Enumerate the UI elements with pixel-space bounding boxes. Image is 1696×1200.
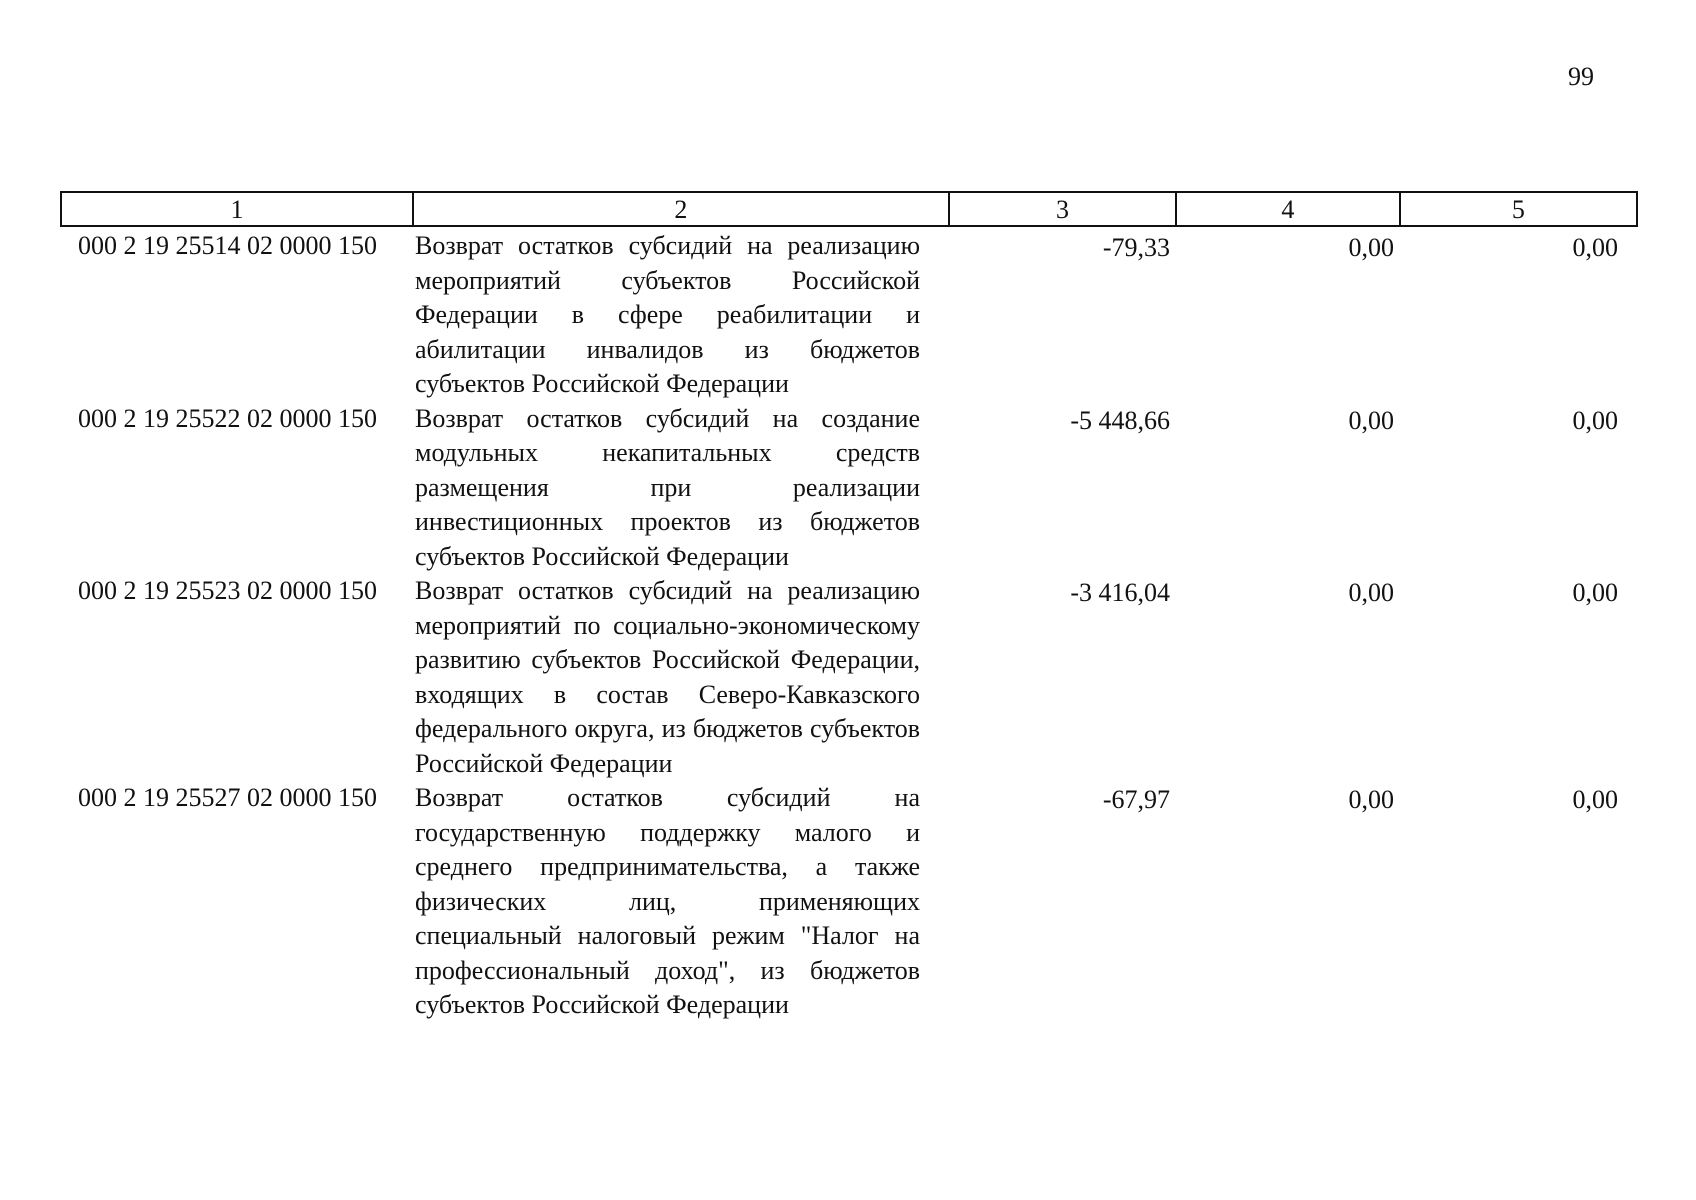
value-col-4: 0,00	[1348, 233, 1394, 262]
column-header-5: 5	[1399, 193, 1636, 225]
table-row	[60, 402, 1638, 575]
row-description: Возврат остатков субсидий на государственную поддержку малого и среднего предпринимательства, а также физических лиц, применяющих специальный налоговый режим "Налог на профессиональный доход", из бюджетов субъектов Российской Федерации	[415, 783, 920, 1019]
value-col-4: 0,00	[1348, 785, 1394, 814]
table-row	[60, 574, 1638, 781]
value-col-5: 0,00	[1572, 578, 1618, 607]
row-description: Возврат остатков субсидий на реализацию мероприятий по социально-экономическому развитию субъектов Российской Федерации, входящих в состав Северо-Кавказского федерального округа, из бюджетов субъектов Российской Федерации	[415, 576, 920, 778]
value-col-3: -3 416,04	[1070, 578, 1170, 607]
row-description: Возврат остатков субсидий на реализацию мероприятий субъектов Российской Федерации в сфере реабилитации и абилитации инвалидов из бюджетов субъектов Российской Федерации	[415, 231, 920, 398]
column-header-1: 1	[230, 195, 244, 224]
column-header-2: 2	[412, 193, 948, 225]
row-description: Возврат остатков субсидий на создание модульных некапитальных средств размещения при реализации инвестиционных проектов из бюджетов субъектов Российской Федерации	[415, 403, 920, 571]
value-col-3: -79,33	[1102, 233, 1170, 262]
table-header-row	[60, 191, 1638, 227]
page-number: 99	[1568, 62, 1594, 91]
value-col-5: 0,00	[1572, 233, 1618, 262]
budget-code: 000 2 19 25527 02 0000 150	[78, 783, 377, 812]
value-col-5: 0,00	[1572, 785, 1618, 814]
value-col-4: 0,00	[1348, 578, 1394, 607]
column-header-3: 3	[948, 193, 1175, 225]
budget-code: 000 2 19 25523 02 0000 150	[78, 576, 377, 605]
budget-table	[60, 191, 1638, 1023]
table-row	[60, 229, 1638, 402]
column-header-4: 4	[1175, 193, 1398, 225]
budget-code: 000 2 19 25522 02 0000 150	[78, 403, 377, 433]
value-col-3: -5 448,66	[1070, 405, 1170, 435]
budget-code: 000 2 19 25514 02 0000 150	[78, 231, 377, 260]
table-row	[60, 781, 1638, 1023]
value-col-5: 0,00	[1572, 405, 1618, 435]
value-col-3: -67,97	[1102, 785, 1170, 814]
value-col-4: 0,00	[1348, 405, 1394, 435]
